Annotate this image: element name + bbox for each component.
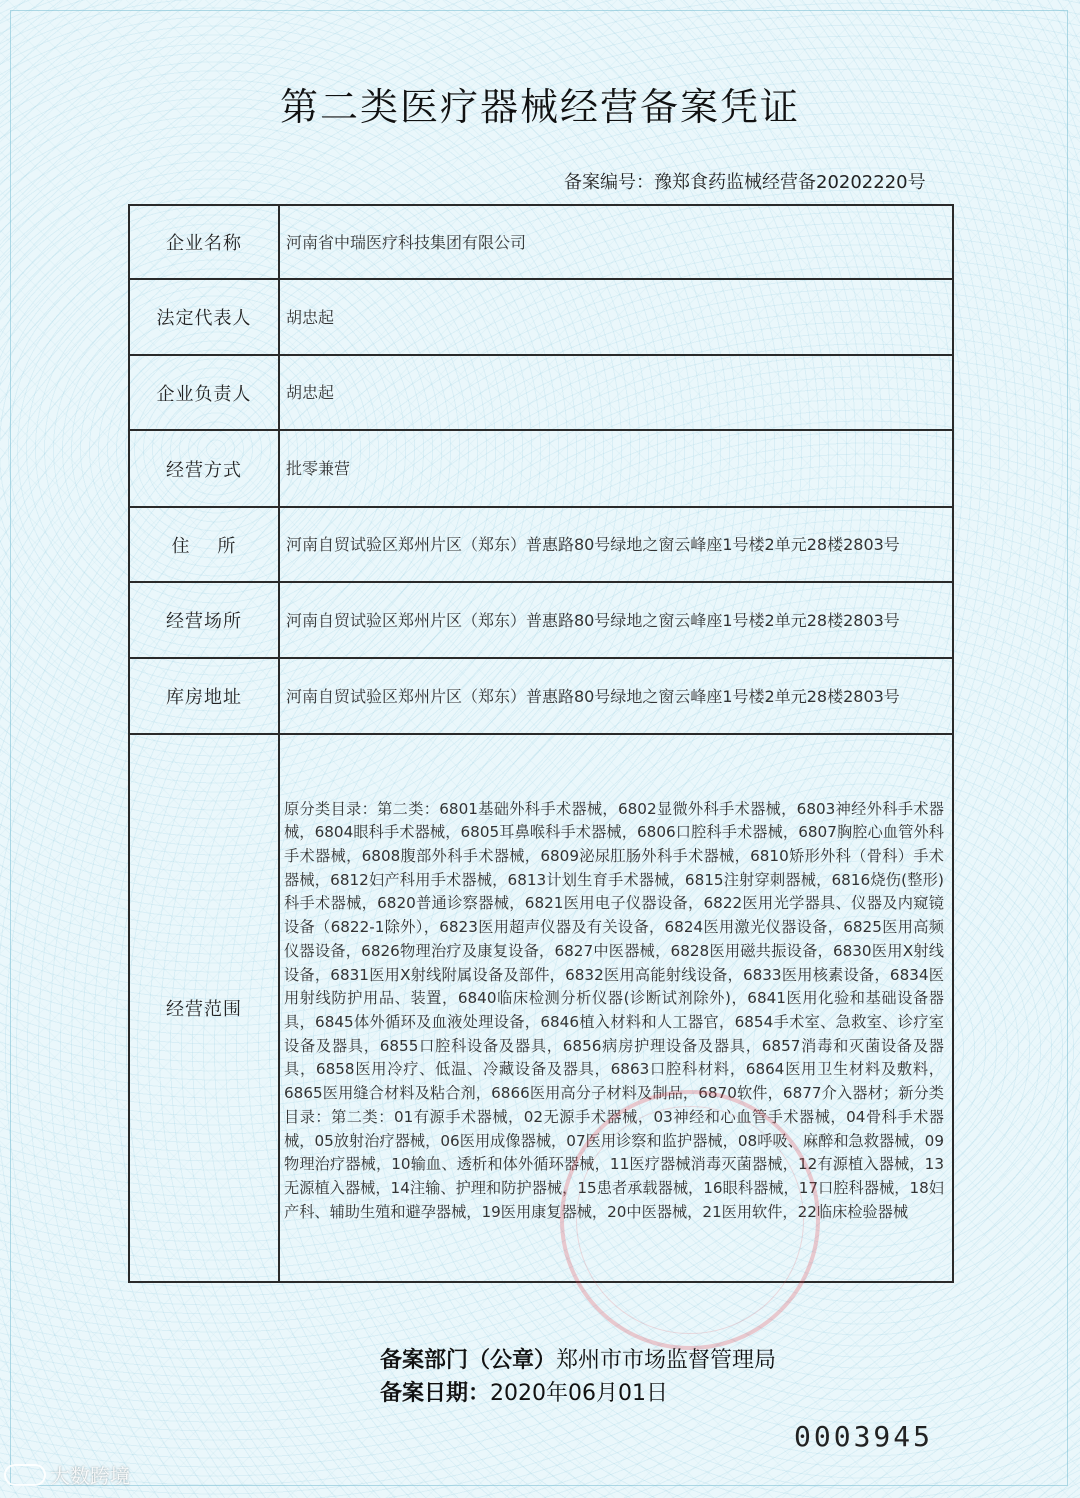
row-business-site — [129, 582, 953, 658]
footer-date — [380, 1376, 668, 1407]
row-person-in-charge — [129, 355, 953, 430]
record-number: 备案编号：豫郑食药监械经营备20202220号 — [564, 172, 926, 193]
serial-number: 0003945 — [794, 1420, 934, 1453]
value-scope: 原分类目录：第二类：6801基础外科手术器械，6802显微外科手术器械，6803神经外科手术器械，6804眼科手术器械，6805耳鼻喉科手术器械，6806口腔科手术器械，6807胸腔心血管外科手术器械，6808腹部外科手术器械，6809泌尿肛肠外科手术器械，6810矫形外科（骨科）手术器械，6812妇产科用手术器械，6813计划生育手术器械，6815注射穿刺器械，6816烧伤(整形)科手术器械，6820普通诊察器械，6821医用电子仪器设备，6822医用光学器具、仪器及内窥镜设备（6822-1除外），6823医用超声仪器及有关设备，6824医用激光仪器设备，6825医用高频仪器设备，6826物理治疗及康复设备，6827中医器械，6828医用磁共振设备，6830医用X射线设备，6831医用X射线附属设备及部件，6832医用高能射线设备，6833医用核素设备，6834医用射线防护用品、装置，6840临床检测分析仪器(诊断试剂除外)，6841医用化验和基础设备器具，6845体外循环及血液处理设备，6846植入材料和人工器官，6854手术室、急救室、诊疗室设备及器具，6855口腔科设备及器具，6856病房护理设备及器具，6857消毒和灭菌设备及器具，6858医用冷疗、低温、冷藏设备及器具，6863口腔科材料，6864医用卫生材料及敷料，6865医用缝合材料及粘合剂，6866医用高分子材料及制品，6870软件，6877介入器材；新分类目录：第二类：01有源手术器械，02无源手术器械，03神经和心血管手术器械，04骨科手术器械，05放射治疗器械，06医用成像器械，07医用诊察和监护器械，08呼吸、麻醉和急救器械，09物理治疗器械，10输血、透析和体外循环器械，11医疗器械消毒灭菌器械，12有源植入器械，13无源植入器械，14注输、护理和防护器械，15患者承载器械，16眼科器械，17口腔科器械，18妇产科、辅助生殖和避孕器械，19医用康复器械，20中医器械，21医用软件，22临床检验器械 — [279, 734, 953, 1282]
certificate-table — [128, 204, 954, 1283]
label-residence: 住 所 — [129, 507, 279, 582]
row-scope — [129, 734, 953, 1282]
label-warehouse: 库房地址 — [129, 658, 279, 734]
certificate-title: 第二类医疗器械经营备案凭证 — [279, 85, 800, 129]
footer-dept — [380, 1343, 776, 1374]
footer-date-value: 2020年06月01日 — [490, 1381, 668, 1406]
label-scope: 经营范围 — [129, 734, 279, 1282]
row-warehouse — [129, 658, 953, 734]
value-company-name: 河南省中瑞医疗科技集团有限公司 — [279, 205, 953, 279]
label-legal-rep: 法定代表人 — [129, 279, 279, 355]
row-residence — [129, 507, 953, 582]
value-legal-rep: 胡忠起 — [279, 279, 953, 355]
label-business-site: 经营场所 — [129, 582, 279, 658]
label-person-in-charge: 企业负责人 — [129, 355, 279, 430]
value-residence: 河南自贸试验区郑州片区（郑东）普惠路80号绿地之窗云峰座1号楼2单元28楼2803号 — [279, 507, 953, 582]
value-business-site: 河南自贸试验区郑州片区（郑东）普惠路80号绿地之窗云峰座1号楼2单元28楼2803号 — [279, 582, 953, 658]
footer-dept-value: 郑州市市场监督管理局 — [556, 1348, 777, 1373]
label-company-name: 企业名称 — [129, 205, 279, 279]
watermark-text: 大数跨境 — [50, 1464, 130, 1488]
value-warehouse: 河南自贸试验区郑州片区（郑东）普惠路80号绿地之窗云峰座1号楼2单元28楼2803号 — [279, 658, 953, 734]
footer-dept-label: 备案部门（公章） — [380, 1348, 557, 1373]
label-business-mode: 经营方式 — [129, 430, 279, 507]
value-business-mode: 批零兼营 — [279, 430, 953, 507]
row-company-name — [129, 205, 953, 279]
value-person-in-charge: 胡忠起 — [279, 355, 953, 430]
watermark-logo-icon — [4, 1464, 46, 1486]
row-business-mode — [129, 430, 953, 507]
row-legal-rep — [129, 279, 953, 355]
footer-date-label: 备案日期： — [380, 1381, 491, 1406]
watermark — [4, 1460, 130, 1489]
